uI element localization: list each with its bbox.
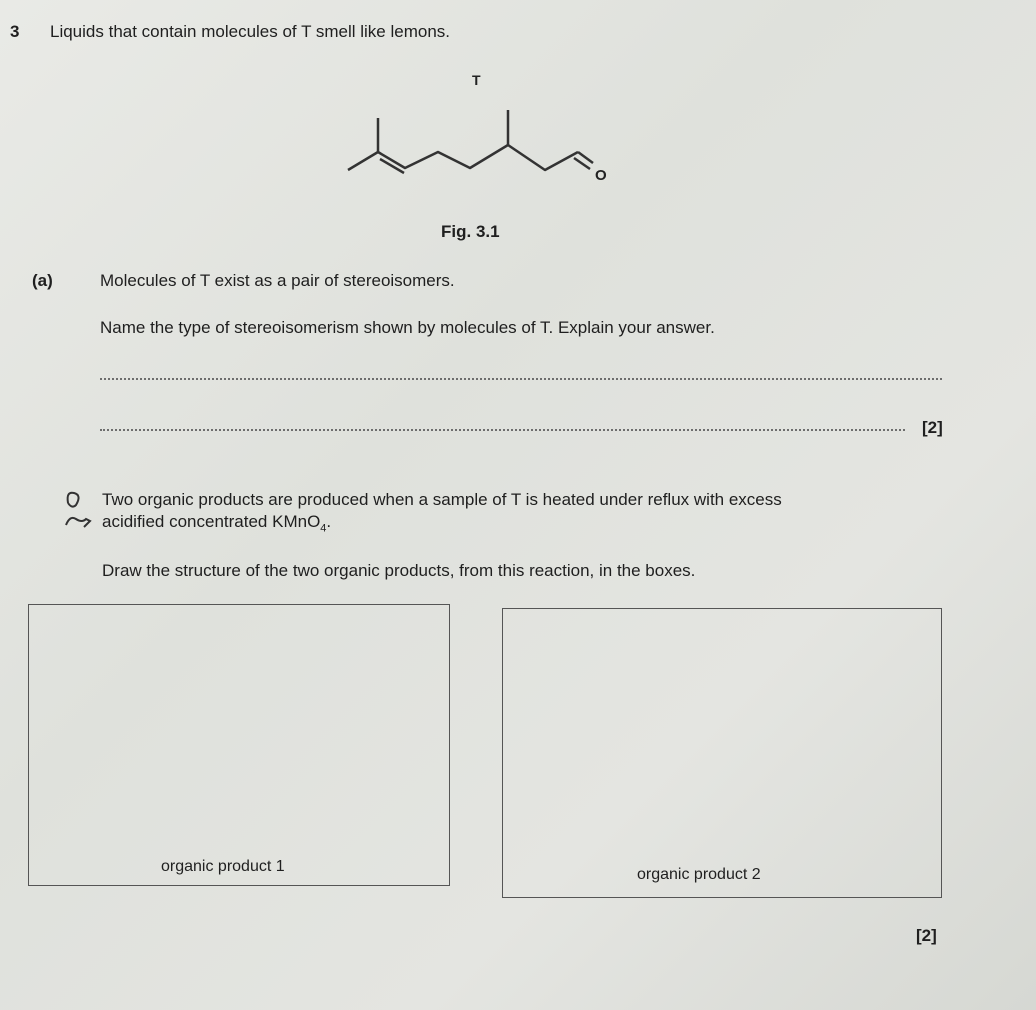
question-intro: Liquids that contain molecules of T smell like lemons. [50, 22, 451, 41]
organic-product-2-label: organic product 2 [637, 866, 761, 883]
carbon-chain [348, 145, 578, 170]
part-a-statement: Molecules of T exist as a pair of stereoisomers. [100, 271, 455, 290]
organic-product-1-label: organic product 1 [161, 858, 285, 875]
part-b-line-1: Two organic products are produced when a sample of T is heated under reflux with excess [102, 490, 782, 509]
part-a-instruction: Name the type of stereoisomerism shown by molecules of T. Explain your answer. [100, 318, 715, 337]
part-a-letter: (a) [32, 271, 53, 290]
organic-product-2-box[interactable] [502, 608, 942, 898]
answer-line-1[interactable] [100, 378, 942, 380]
part-b-line-2-text: acidified concentrated KMnO [102, 512, 321, 531]
answer-line-2[interactable] [100, 429, 905, 431]
permanganate-subscript: 4 [320, 522, 327, 535]
part-a-marks: [2] [922, 418, 943, 437]
figure-caption: Fig. 3.1 [441, 222, 500, 241]
molecule-t-diagram [330, 60, 630, 190]
part-b-marks: [2] [916, 926, 937, 945]
organic-product-1-box[interactable] [28, 604, 450, 886]
question-number: 3 [10, 22, 20, 41]
part-b-line-2-end: . [326, 512, 332, 531]
molecule-label: T [472, 72, 481, 88]
part-b-instruction: Draw the structure of the two organic products, from this reaction, in the boxes. [102, 561, 696, 580]
part-b-line-2 [102, 512, 331, 534]
handwritten-mark-icon [60, 485, 100, 533]
oxygen-atom-label: O [595, 167, 607, 184]
